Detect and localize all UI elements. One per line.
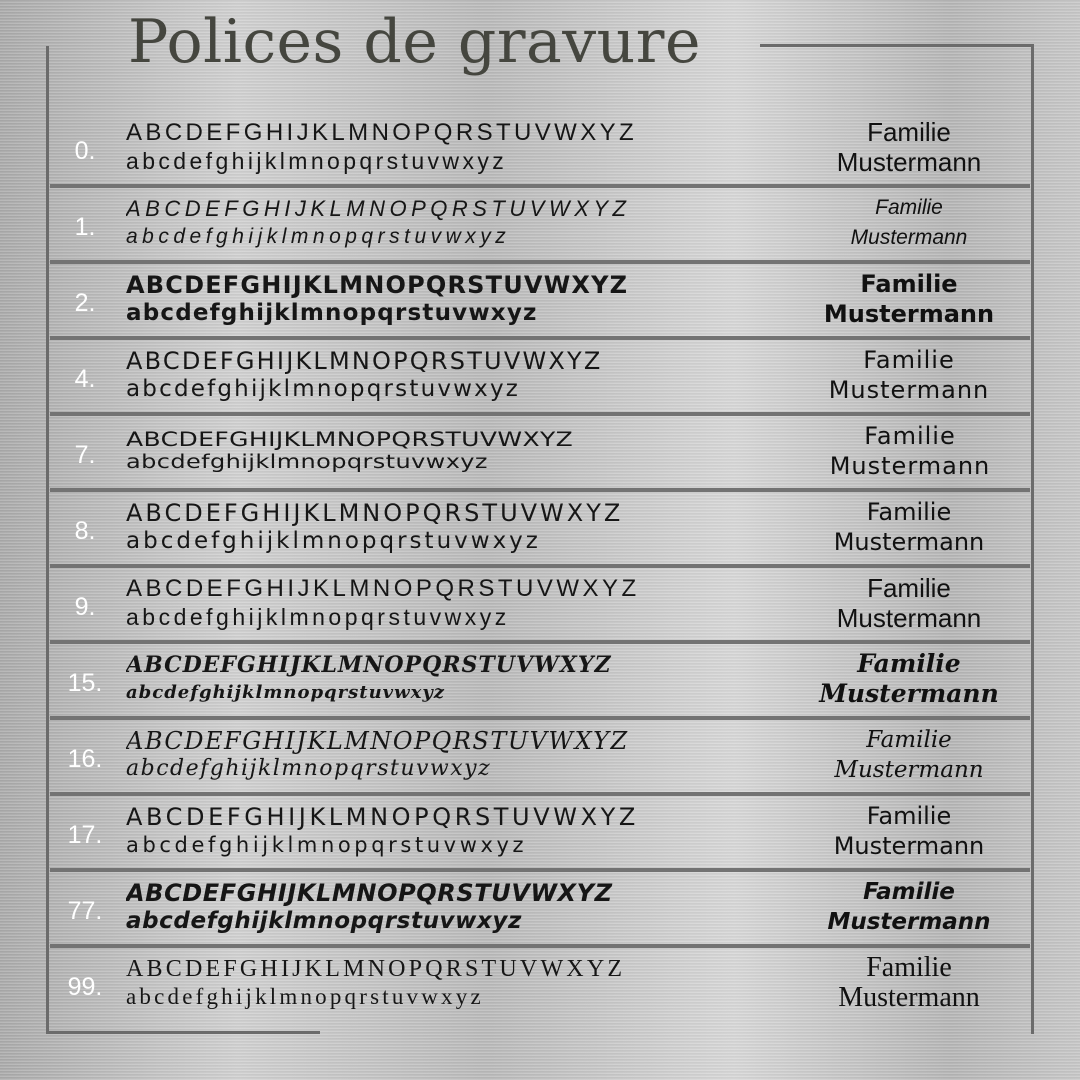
font-row-7 (50, 419, 1030, 492)
name-sample (798, 193, 1020, 253)
frame-right-line (1031, 44, 1034, 1034)
lowercase-alphabet: abcdefghijklmnopqrstuvwxyz (126, 604, 510, 630)
lowercase-alphabet: abcdefghijklmnopqrstuvwxyz (126, 528, 541, 554)
sample-line-2: Mustermann (834, 757, 984, 783)
font-row-8 (50, 495, 1030, 568)
uppercase-alphabet: ABCDEFGHIJKLMNOPQRSTUVWXYZ (126, 119, 638, 146)
font-number: 9. (74, 593, 96, 621)
name-sample (798, 649, 1020, 709)
lowercase-alphabet: abcdefghijklmnopqrstuvwxyz (126, 682, 446, 703)
font-row-99 (50, 951, 1030, 1024)
font-row-2 (50, 267, 1030, 340)
name-sample (798, 877, 1020, 937)
name-sample (798, 573, 1020, 633)
lowercase-alphabet: abcdefghijklmnopqrstuvwxyz (126, 833, 528, 857)
lowercase-alphabet: abcdefghijklmnopqrstuvwxyz (126, 756, 492, 781)
uppercase-alphabet: ABCDEFGHIJKLMNOPQRSTUVWXYZ (126, 196, 631, 221)
sample-line-2: Mustermann (833, 832, 985, 860)
sample-line-2: Mustermann (829, 452, 991, 480)
lowercase-alphabet: abcdefghijklmnopqrstuvwxyz (126, 908, 522, 934)
font-row-16 (50, 723, 1030, 796)
alphabet-sample (126, 195, 776, 251)
sample-line-2: Mustermann (819, 679, 999, 708)
font-row-15 (50, 647, 1030, 720)
uppercase-alphabet: ABCDEFGHIJKLMNOPQRSTUVWXYZ (126, 652, 612, 678)
uppercase-alphabet: ABCDEFGHIJKLMNOPQRSTUVWXYZ (126, 499, 624, 527)
font-row-0 (50, 115, 1030, 188)
alphabet-sample (126, 727, 776, 783)
alphabet-sample (126, 429, 776, 473)
font-number: 15. (67, 669, 103, 697)
font-row-1 (50, 191, 1030, 264)
font-number: 77. (67, 897, 103, 925)
sample-line-1: Familie (857, 649, 961, 678)
frame-left-line (46, 46, 49, 1034)
uppercase-alphabet: ABCDEFGHIJKLMNOPQRSTUVWXYZ (126, 347, 603, 375)
uppercase-alphabet: ABCDEFGHIJKLMNOPQRSTUVWXYZ (126, 727, 629, 755)
sample-line-1: Familie (866, 802, 952, 830)
sample-line-2: Mustermann (836, 147, 982, 177)
sample-line-2: Mustermann (850, 226, 968, 249)
sample-line-1: Familie (866, 727, 952, 753)
alphabet-sample (126, 347, 776, 403)
font-number: 16. (67, 745, 103, 773)
frame-top-right-line (760, 44, 1034, 47)
sample-line-2: Mustermann (827, 909, 991, 935)
alphabet-sample (126, 575, 776, 631)
sample-line-2: Mustermann (823, 300, 995, 328)
name-sample (798, 345, 1020, 405)
alphabet-sample (126, 119, 776, 175)
sample-line-2: Mustermann (836, 603, 982, 633)
sample-line-1: Familie (863, 879, 955, 905)
name-sample (798, 801, 1020, 861)
name-sample (790, 421, 1030, 481)
alphabet-sample (126, 271, 776, 327)
font-number: 7. (74, 441, 96, 469)
font-number: 0. (74, 137, 96, 165)
font-number: 99. (67, 973, 103, 1001)
sample-line-1: Familie (866, 498, 952, 526)
sample-line-1: Familie (863, 346, 955, 374)
sample-line-1: Familie (860, 270, 958, 298)
name-sample (798, 117, 1020, 177)
uppercase-alphabet: ABCDEFGHIJKLMNOPQRSTUVWXYZ (126, 271, 629, 299)
sample-line-1: Familie (875, 196, 943, 219)
sample-line-1: Familie (867, 573, 951, 603)
font-number: 4. (74, 365, 96, 393)
lowercase-alphabet: abcdefghijklmnopqrstuvwxyz (126, 225, 511, 248)
font-row-77 (50, 875, 1030, 948)
alphabet-sample (126, 955, 776, 1011)
sample-line-1: Familie (867, 117, 951, 147)
alphabet-sample (126, 651, 776, 707)
name-sample (798, 269, 1020, 329)
sample-line-2: Mustermann (828, 376, 990, 404)
lowercase-alphabet: abcdefghijklmnopqrstuvwxyz (126, 376, 521, 402)
frame-bottom-left-line (46, 1031, 320, 1034)
sample-line-2: Mustermann (833, 528, 985, 556)
font-row-9 (50, 571, 1030, 644)
lowercase-alphabet: abcdefghijklmnopqrstuvwxyz (126, 984, 484, 1009)
lowercase-alphabet: abcdefghijklmnopqrstuvwxyz (126, 148, 508, 174)
uppercase-alphabet: ABCDEFGHIJKLMNOPQRSTUVWXYZ (126, 803, 639, 831)
sample-line-2: Mustermann (838, 982, 980, 1013)
font-number: 2. (74, 289, 96, 317)
uppercase-alphabet: ABCDEFGHIJKLMNOPQRSTUVWXYZ (126, 575, 640, 602)
name-sample (798, 725, 1020, 785)
alphabet-sample (126, 879, 776, 935)
alphabet-sample (126, 803, 776, 859)
sample-line-1: Familie (864, 422, 956, 450)
page-title: Polices de gravure (128, 7, 701, 77)
uppercase-alphabet: ABCDEFGHIJKLMNOPQRSTUVWXYZ (126, 879, 613, 907)
name-sample (798, 497, 1020, 557)
lowercase-alphabet: abcdefghijklmnopqrstuvwxyz (126, 300, 538, 326)
name-sample (798, 953, 1020, 1013)
font-number: 1. (74, 213, 96, 241)
font-number: 17. (67, 821, 103, 849)
lowercase-alphabet: abcdefghijklmnopqrstuvwxyz (126, 450, 488, 473)
uppercase-alphabet: ABCDEFGHIJKLMNOPQRSTUVWXYZ (126, 956, 626, 982)
uppercase-alphabet: ABCDEFGHIJKLMNOPQRSTUVWXYZ (126, 429, 574, 451)
font-row-4 (50, 343, 1030, 416)
alphabet-sample (126, 499, 776, 555)
sample-line-1: Familie (866, 952, 952, 983)
font-number: 8. (74, 517, 96, 545)
font-row-17 (50, 799, 1030, 872)
